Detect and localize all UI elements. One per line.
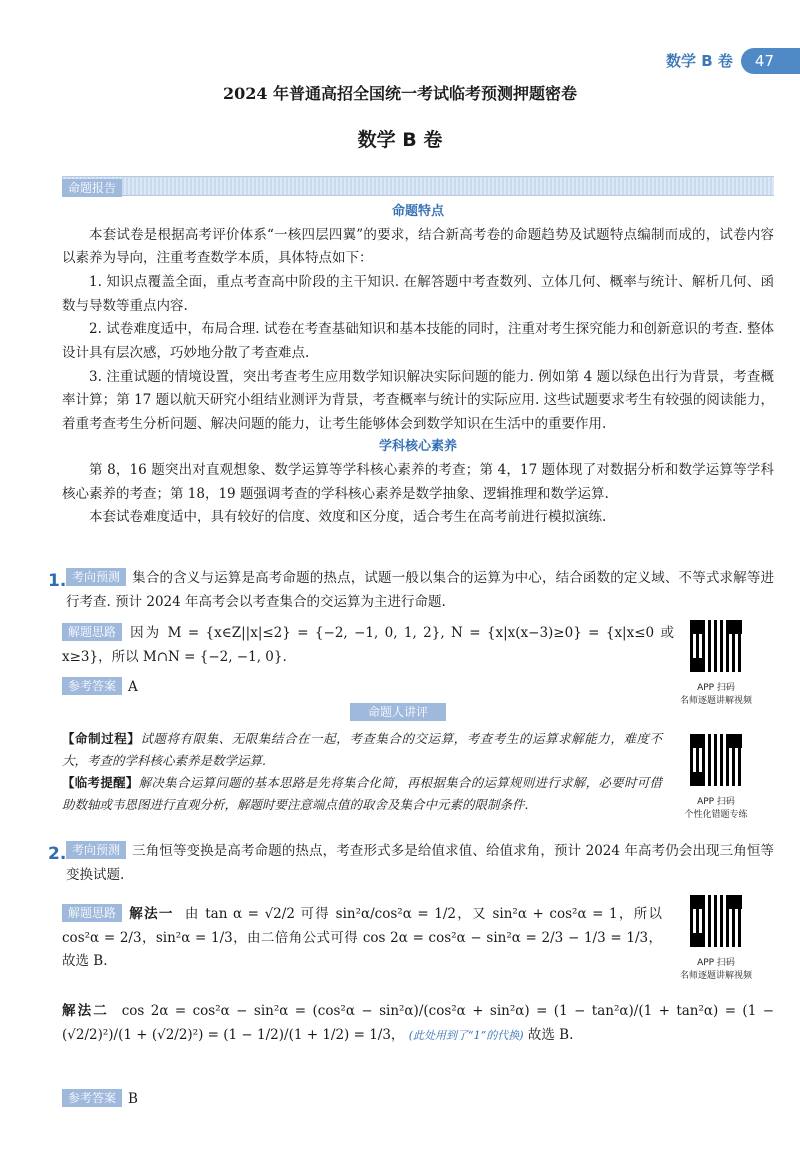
q1-practice-qr-code[interactable] (690, 734, 742, 786)
q2-method2-label: 解法二 (62, 1003, 109, 1019)
report-point-1: 1. 知识点覆盖全面，重点考查高中阶段的主干知识. 在解答题中考查数列、立体几何、概率与统计、解析几何、函数与导数等重点内容. (62, 274, 774, 314)
q2-answer-tag: 参考答案 (62, 1089, 122, 1107)
q1-reminder-text: 解决集合运算问题的基本思路是先将集合化简，再根据集合的运算规则进行求解，必要时可借助数轴或韦恩图进行直观分析，解题时要注意端点值的取舍及集合中元素的限制条件. (62, 774, 662, 812)
report-section (62, 201, 774, 530)
q2-video-qr-code[interactable] (690, 895, 742, 947)
question-1-forecast (66, 567, 774, 614)
q1-forecast-tag: 考向预测 (66, 568, 126, 586)
q2-forecast-text: 三角恒等变换是高考命题的热点，考查形式多是给值求值、给值求角，预计 2024 年高考仍会出现三角恒等变换试题. (66, 843, 774, 883)
q1-solution-text: 因为 M = {x∈Z||x|≤2} = {−2, −1, 0, 1, 2}, N = {x|x(x−3)≥0} = {x|x≤0 或 x≥3}，所以 M∩N = {−2, −1, 0}. (62, 625, 674, 665)
q1-process-text: 试题将有限集、无限集结合在一起，考查集合的交运算，考查考生的运算求解能力，难度不大，考查的学科核心素养是数学运算. (62, 731, 662, 768)
features-heading: 命题特点 (391, 204, 444, 219)
q1-answer: A (128, 679, 138, 695)
report-intro: 本套试卷是根据高考评价体系“一核四层四翼”的要求，结合新高考卷的命题趋势及试题特点编制而成的，试卷内容以素养为导向，注重考查数学本质，具体特点如下： (62, 226, 774, 267)
q1-comment (62, 728, 662, 816)
question-1-solution (62, 622, 674, 669)
question-2-forecast (66, 840, 774, 887)
q2-method2-text: cos 2α = cos²α − sin²α = (cos²α − sin²α)/(cos²α + sin²α) = (1 − tan²α)/(1 + tan²α) = (1 − (√2/2)²)/(1 + (√2/2)²) = (1 − 1/2)/(1 + 1/2) = 1/3， (62, 1003, 775, 1043)
q1-solution-tag: 解题思路 (62, 623, 122, 641)
q2-solution-tag: 解题思路 (62, 904, 122, 922)
page-header-badge (620, 48, 800, 74)
literacy-text: 第 8，16 题突出对直观想象、数学运算等学科核心素养的考查；第 4，17 题体现了对数据分析和数学运算等学科核心素养的考查；第 18，19 题强调考查的学科核心素养是数学抽象、逻辑推理和数学运算. (62, 462, 774, 502)
q2-forecast-tag: 考向预测 (66, 841, 126, 859)
q2-method1-label: 解法一 (128, 906, 174, 922)
literacy-heading: 学科核心素养 (378, 439, 457, 455)
q1-video-qr-code[interactable] (690, 620, 742, 672)
q1-comment-tag: 命题人讲评 (350, 703, 446, 721)
q2-method2-end: 故选 B. (527, 1026, 574, 1043)
q1-process-label: 【命制过程】 (62, 731, 141, 746)
exam-subtitle: 数学 B 卷 (357, 129, 443, 151)
q1-reminder-label: 【临考提醒】 (62, 774, 139, 790)
page-number: 47 (741, 48, 800, 74)
q1-forecast-text: 集合的含义与运算是高考命题的热点，试题一般以集合的运算为中心，结合函数的定义域、不等式求解等进行考查. 预计 2024 年高考会以考查集合的交运算为主进行命题. (66, 570, 774, 610)
header-subject: 数学 B 卷 (666, 51, 733, 70)
q1-practice-qr-caption: APP 扫码 个性化错题专练 (684, 797, 748, 820)
report-point-2: 2. 试卷难度适中，布局合理. 试卷在考查基础知识和基本技能的同时，注重对考生探究能力和创新意识的考查. 整体设计具有层次感，巧妙地分散了考查难点. (62, 321, 774, 361)
q2-method1-text: 由 tan α = √2/2 可得 sin²α/cos²α = 1/2，又 sin²α + cos²α = 1，所以 cos²α = 2/3，sin²α = 1/3，由二倍角公式可得 cos 2α = cos²α − sin²α = 2/3 − 1/3 = 1/3，故选 B. (62, 906, 662, 970)
question-2-number: 2. (48, 844, 67, 864)
exam-title: 2024 年普通高招全国统一考试临考预测押题密卷 (222, 84, 578, 103)
report-point-3: 3. 注重试题的情境设置，突出考查考生应用数学知识解决实际问题的能力. 例如第 4 题以绿色出行为背景，考查概率计算；第 17 题以航天研究小组结业测评为背景，考查概率与统计的实际应用. 这些试题要求考生有较强的阅读能力，着重考查考生分析问题、解决问题的能力，让考生能够体会到数学知识在生活中的重要作用. (62, 368, 774, 432)
question-1-number: 1. (48, 571, 67, 591)
question-2-answer (62, 1088, 774, 1112)
q2-answer: B (128, 1091, 138, 1107)
q1-answer-tag: 参考答案 (62, 677, 122, 695)
question-2-method-1 (62, 903, 662, 974)
report-bar-label: 命题报告 (62, 179, 122, 197)
report-summary: 本套试卷难度适中，具有较好的信度、效度和区分度，适合考生在高考前进行模拟演练. (89, 509, 607, 526)
q1-video-qr-caption: APP 扫码 名师逐题讲解视频 (679, 683, 752, 706)
question-2-method-2 (62, 1000, 774, 1047)
q2-video-qr-caption: APP 扫码 名师逐题讲解视频 (679, 958, 752, 981)
report-section-bar (62, 176, 774, 196)
q2-method2-note: (此处用到了“1”的代换) (408, 1028, 524, 1042)
